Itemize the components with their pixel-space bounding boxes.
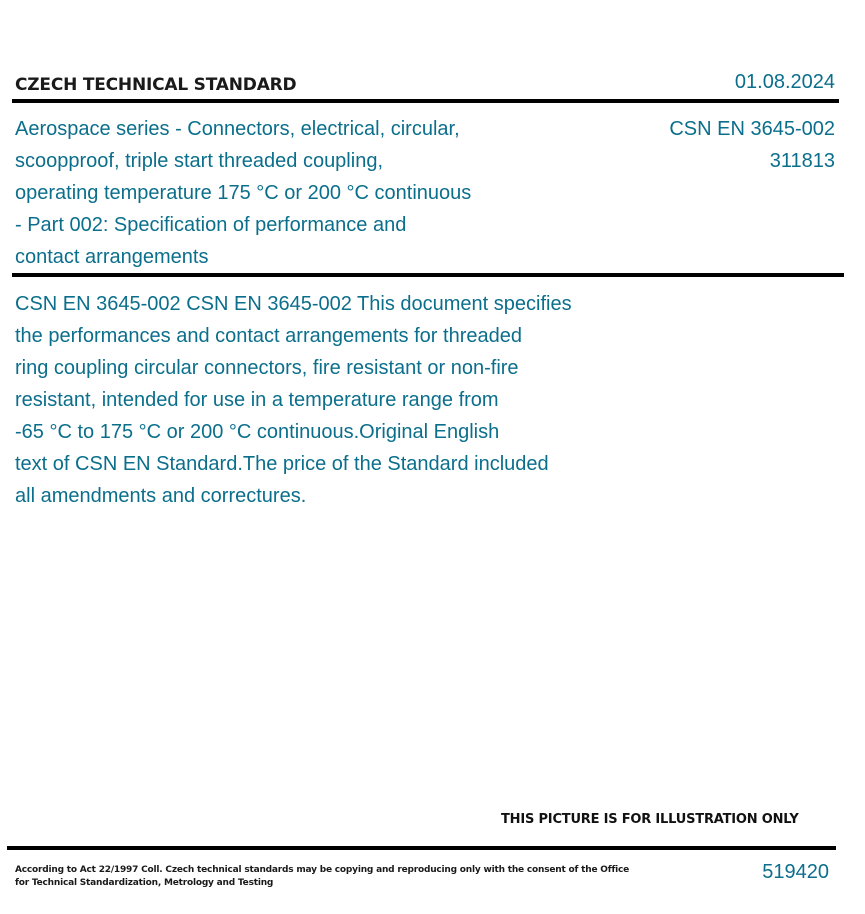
- description-line: ring coupling circular connectors, fire resistant or non-fire: [15, 357, 519, 379]
- title-line: - Part 002: Specification of performance and: [15, 214, 407, 236]
- legal-notice: [15, 864, 629, 890]
- description-line: -65 °C to 175 °C or 200 °C continuous.Original English: [15, 421, 500, 443]
- description-line: text of CSN EN Standard.The price of the Standard included: [15, 453, 549, 475]
- description-line: resistant, intended for use in a temperature range from: [15, 389, 499, 411]
- illustration-note: THIS PICTURE IS FOR ILLUSTRATION ONLY: [501, 812, 799, 827]
- description-line: all amendments and correctures.: [15, 485, 307, 507]
- title-line: operating temperature 175 °C or 200 °C continuous: [15, 182, 472, 204]
- footer-divider: [7, 846, 836, 850]
- title-line: Aerospace series - Connectors, electrical, circular,: [15, 118, 460, 140]
- description-line: CSN EN 3645-002 CSN EN 3645-002 This document specifies: [15, 293, 572, 315]
- description-line: the performances and contact arrangements for threaded: [15, 325, 522, 347]
- legal-line: According to Act 22/1997 Coll. Czech technical standards may be copying and reproducing only with the consent of the Office: [15, 865, 630, 875]
- standard-code: CSN EN 3645-002: [669, 118, 835, 140]
- standard-title: [15, 113, 575, 273]
- standard-identifiers: [669, 113, 835, 177]
- standard-description: [15, 288, 655, 512]
- header-divider: [12, 99, 839, 103]
- publication-date: 01.08.2024: [734, 71, 835, 93]
- title-divider: [12, 273, 844, 277]
- title-line: scoopproof, triple start threaded coupling,: [15, 150, 383, 172]
- class-number: 311813: [769, 150, 835, 172]
- legal-line: for Technical Standardization, Metrology and Testing: [15, 878, 274, 888]
- document-category: CZECH TECHNICAL STANDARD: [15, 75, 297, 95]
- catalog-number: 519420: [762, 861, 829, 883]
- title-line: contact arrangements: [15, 246, 209, 268]
